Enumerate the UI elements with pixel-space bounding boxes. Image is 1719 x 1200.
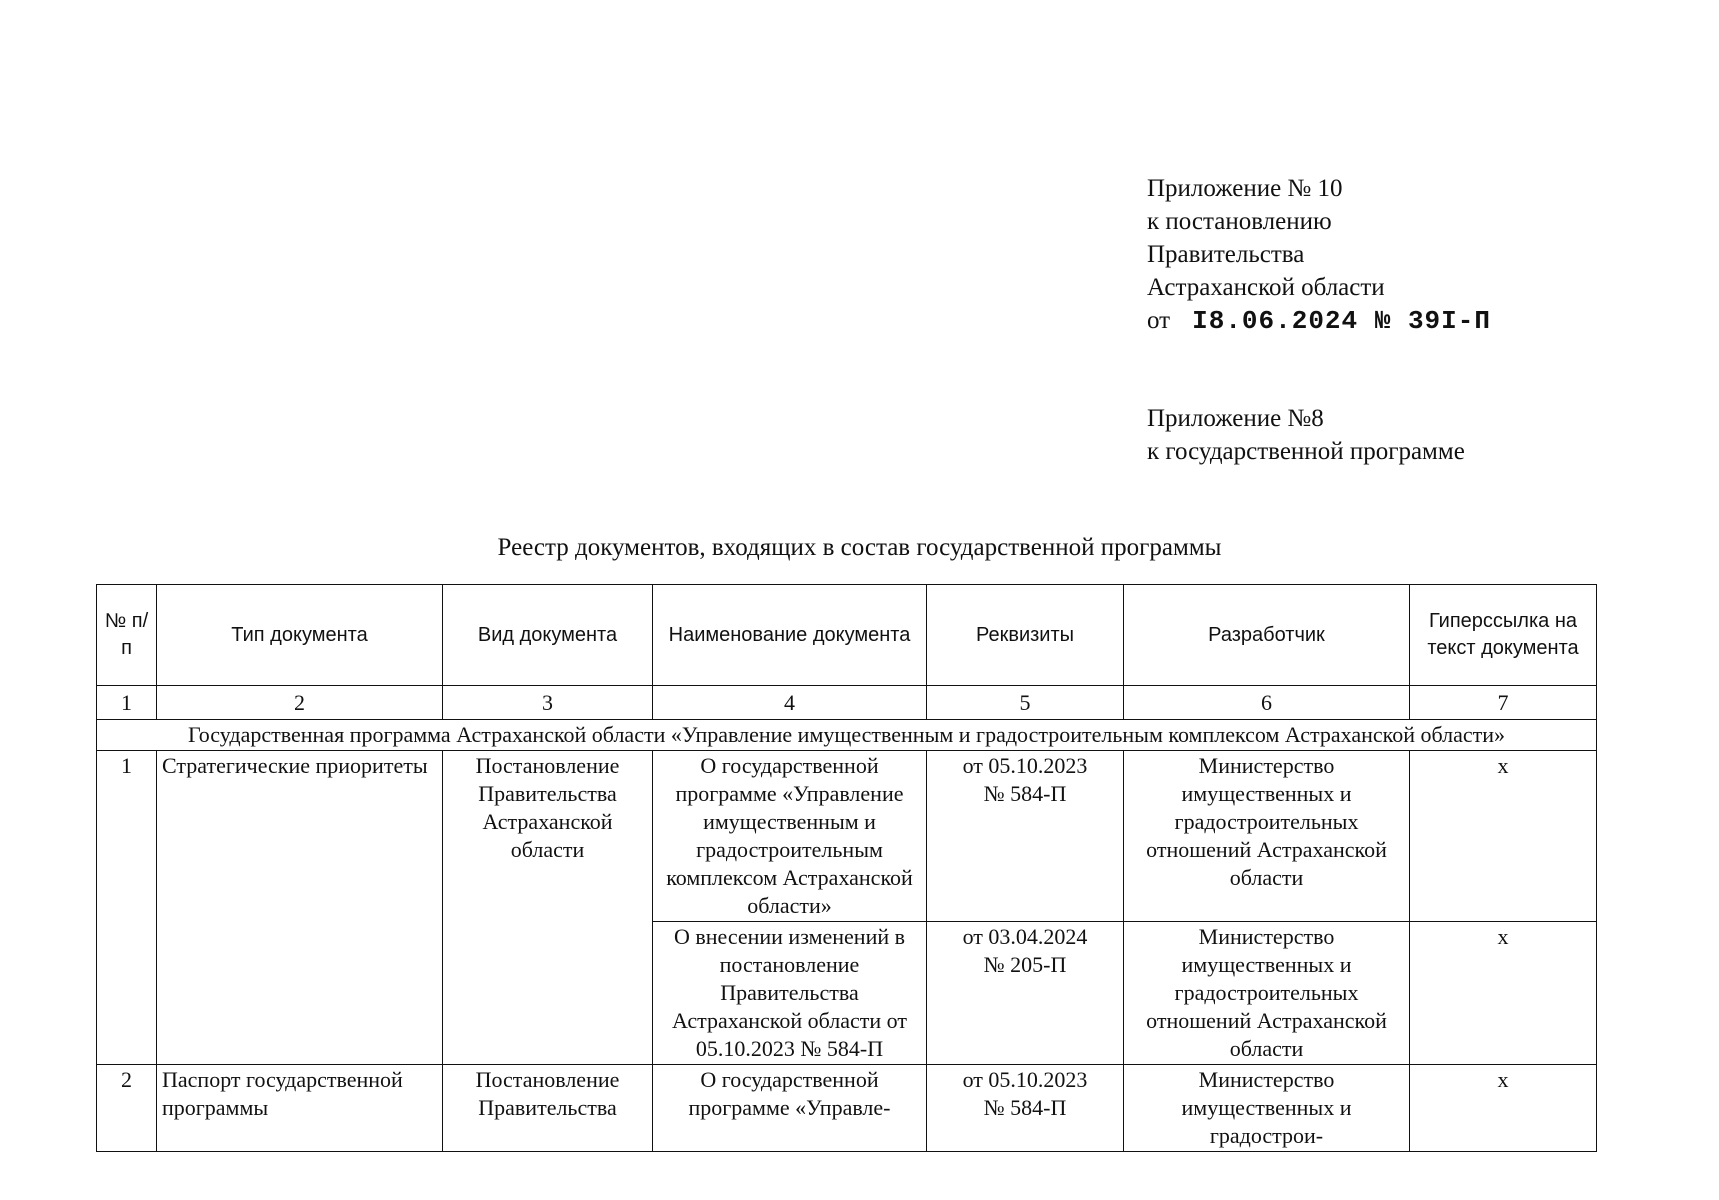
column-number: 7 [1410,686,1597,720]
row-details-num: № 584-П [983,781,1067,806]
row-link: x [1410,751,1597,922]
appendix-main-line4: Астраханской области [1147,274,1385,301]
row-details-date: от 03.04.2024 [962,924,1088,949]
header-link: Гиперссылка на текст документа [1410,585,1597,686]
appendix-program-line1: Приложение №8 [1147,405,1324,432]
appendix-main-line3: Правительства [1147,241,1305,268]
row-developer: Министерство имущественных и градостроительных отношений Астраханской области [1124,751,1410,922]
row-name: О государственной программе «Управле- [653,1065,927,1152]
row-details [927,751,1124,922]
column-number: 2 [157,686,443,720]
header-details: Реквизиты [927,585,1124,686]
order-line [1147,304,1491,338]
column-number: 4 [653,686,927,720]
column-number: 3 [443,686,653,720]
row-details-num: № 205-П [983,952,1067,977]
row-developer: Министерство имущественных и градостроительных отношений Астраханской области [1124,922,1410,1065]
row-details [927,1065,1124,1152]
column-number: 1 [97,686,157,720]
row-num: 1 [97,751,157,1065]
row-name: О внесении изменений в постановление Правительства Астраханской области от 05.10.2023 № 584-П [653,922,927,1065]
appendix-main-line2: к постановлению [1147,208,1332,235]
row-name: О государственной программе «Управление имущественным и градостроительным комплексом Астраханской области» [653,751,927,922]
row-kind: Постановление Правительства Астраханской области [443,751,653,1065]
row-link: x [1410,922,1597,1065]
row-type: Паспорт государственной программы [157,1065,443,1152]
document-title: Реестр документов, входящих в состав государственной программы [497,534,1222,561]
row-details-num: № 584-П [983,1095,1067,1120]
order-stamp: I8.06.2024 № 39I-П [1192,306,1491,336]
row-details-date: от 05.10.2023 [962,1067,1088,1092]
header-name: Наименование документа [653,585,927,686]
order-date-prefix: от [1147,307,1171,334]
table-row [97,751,1597,922]
program-title: Государственная программа Астраханской области «Управление имущественным и градостроительным комплексом Астраханской области» [97,720,1597,751]
program-title-row [97,720,1597,751]
column-number-row [97,686,1597,720]
document-registry-table [96,584,1597,1152]
row-details-date: от 05.10.2023 [962,753,1088,778]
header-kind: Вид документа [443,585,653,686]
appendix-main-header [1147,172,1491,338]
row-kind: Постановление Правительства [443,1065,653,1152]
appendix-main-line1: Приложение № 10 [1147,175,1343,202]
row-link: x [1410,1065,1597,1152]
column-number: 5 [927,686,1124,720]
table-row [97,1065,1597,1152]
appendix-program-line2: к государственной программе [1147,438,1465,465]
row-developer: Министерство имущественных и градострои- [1124,1065,1410,1152]
header-num: № п/п [97,585,157,686]
row-num: 2 [97,1065,157,1152]
row-details [927,922,1124,1065]
table-header-row [97,585,1597,686]
row-type: Стратегические приоритеты [157,751,443,1065]
column-number: 6 [1124,686,1410,720]
header-type: Тип документа [157,585,443,686]
header-developer: Разработчик [1124,585,1410,686]
appendix-program-header [1147,402,1465,468]
